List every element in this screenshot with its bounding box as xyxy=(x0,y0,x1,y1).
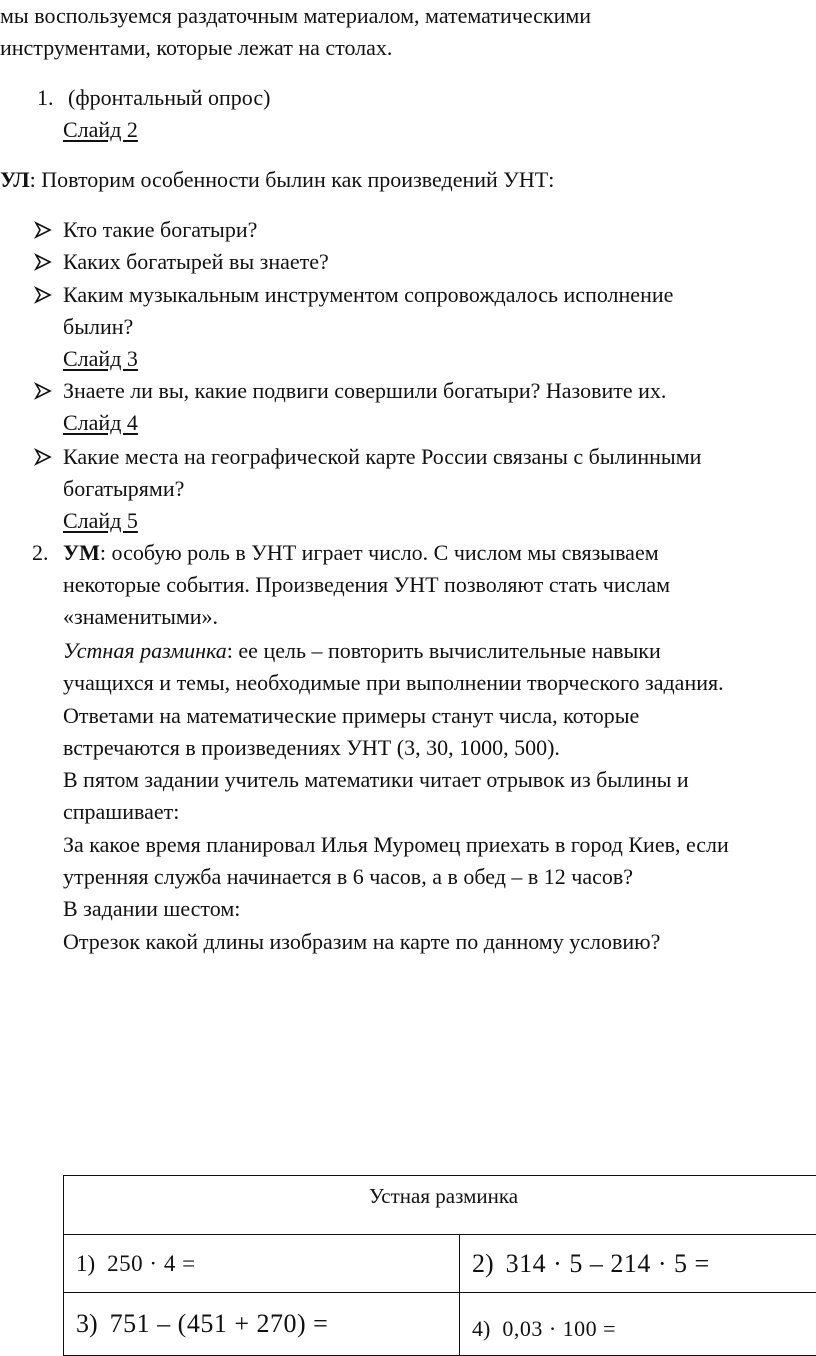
table-cell xyxy=(64,1293,460,1356)
slide-2-label: Слайд 2 xyxy=(63,114,138,146)
table-row xyxy=(64,1235,816,1293)
table-cell xyxy=(460,1235,816,1293)
um-line-3: «знаменитыми». xyxy=(63,601,218,633)
exercise-number: 1) xyxy=(76,1251,95,1277)
um-line-12: В задании шестом: xyxy=(63,893,240,925)
exercise-expression: 0,03 · 100 = xyxy=(502,1316,616,1342)
question-5-line-1: Какие места на географической карте России связаны с былинными xyxy=(63,441,701,473)
exercise-expression: 314 · 5 – 214 · 5 = xyxy=(506,1249,710,1279)
warmup-text: : ее цель – повторить вычислительные навыки xyxy=(227,638,661,663)
warmup-label: Устная разминка xyxy=(63,638,227,663)
exercise-number: 3) xyxy=(76,1309,98,1339)
list-number-1: 1. xyxy=(37,82,54,114)
slide-4-label: Слайд 4 xyxy=(63,407,138,439)
um-line-1 xyxy=(63,537,659,569)
um-line-13: Отрезок какой длины изобразим на карте по данному условию? xyxy=(63,926,660,958)
um-line-7: встречаются в произведениях УНТ (3, 30, 1000, 500). xyxy=(63,732,560,764)
arrow-bullet-icon xyxy=(32,441,60,473)
arrow-bullet-icon xyxy=(32,246,60,278)
intro-line-2: инструментами, которые лежат на столах. xyxy=(0,32,392,64)
table-cell xyxy=(64,1235,460,1293)
question-4: Знаете ли вы, какие подвиги совершили богатыри? Назовите их. xyxy=(63,375,666,407)
um-line-2: некоторые события. Произведения УНТ позволяют стать числам xyxy=(63,569,670,601)
um-line-10: За какое время планировал Илья Муромец приехать в город Киев, если xyxy=(63,829,729,861)
question-3-line-2: былин? xyxy=(63,311,133,343)
list-number-2: 2. xyxy=(32,537,49,569)
arrow-bullet-icon xyxy=(32,279,60,311)
um-label: УМ xyxy=(63,540,100,565)
warmup-line xyxy=(63,635,661,667)
exercise-number: 4) xyxy=(472,1316,490,1342)
um-line-11: утренняя служба начинается в 6 часов, а в обед – в 12 часов? xyxy=(63,861,633,893)
slide-3-label: Слайд 3 xyxy=(63,343,138,375)
um-line-6: Ответами на математические примеры станут числа, которые xyxy=(63,700,639,732)
intro-line-1: мы воспользуемся раздаточным материалом, математическими xyxy=(0,0,591,32)
exercise-number: 2) xyxy=(472,1249,494,1279)
table-row xyxy=(64,1293,816,1356)
arrow-bullet-icon xyxy=(32,214,60,246)
exercise-expression: 751 – (451 + 270) = xyxy=(110,1309,329,1339)
um-line-8: В пятом задании учитель математики читает отрывок из былины и xyxy=(63,764,689,796)
slide-5-label: Слайд 5 xyxy=(63,505,138,537)
warmup-table xyxy=(63,1175,816,1356)
um-text-1: : особую роль в УНТ играет число. С числом мы связываем xyxy=(100,540,659,565)
ul-label: УЛ xyxy=(0,167,30,192)
arrow-bullet-icon xyxy=(32,375,60,407)
ul-paragraph xyxy=(0,164,554,196)
ul-text: : Повторим особенности былин как произведений УНТ: xyxy=(30,167,555,192)
um-line-5: учащихся и темы, необходимые при выполнении творческого задания. xyxy=(63,667,724,699)
question-2: Каких богатырей вы знаете? xyxy=(63,246,329,278)
table-header-row xyxy=(64,1176,816,1235)
question-3-line-1: Каким музыкальным инструментом сопровождалось исполнение xyxy=(63,279,673,311)
table-title: Устная разминка xyxy=(64,1176,816,1235)
exercise-expression: 250 · 4 = xyxy=(107,1251,195,1277)
question-5-line-2: богатырями? xyxy=(63,473,184,505)
um-line-9: спрашивает: xyxy=(63,796,179,828)
table-cell xyxy=(460,1293,816,1356)
item-1-text: (фронтальный опрос) xyxy=(68,82,270,114)
question-1: Кто такие богатыри? xyxy=(63,214,257,246)
